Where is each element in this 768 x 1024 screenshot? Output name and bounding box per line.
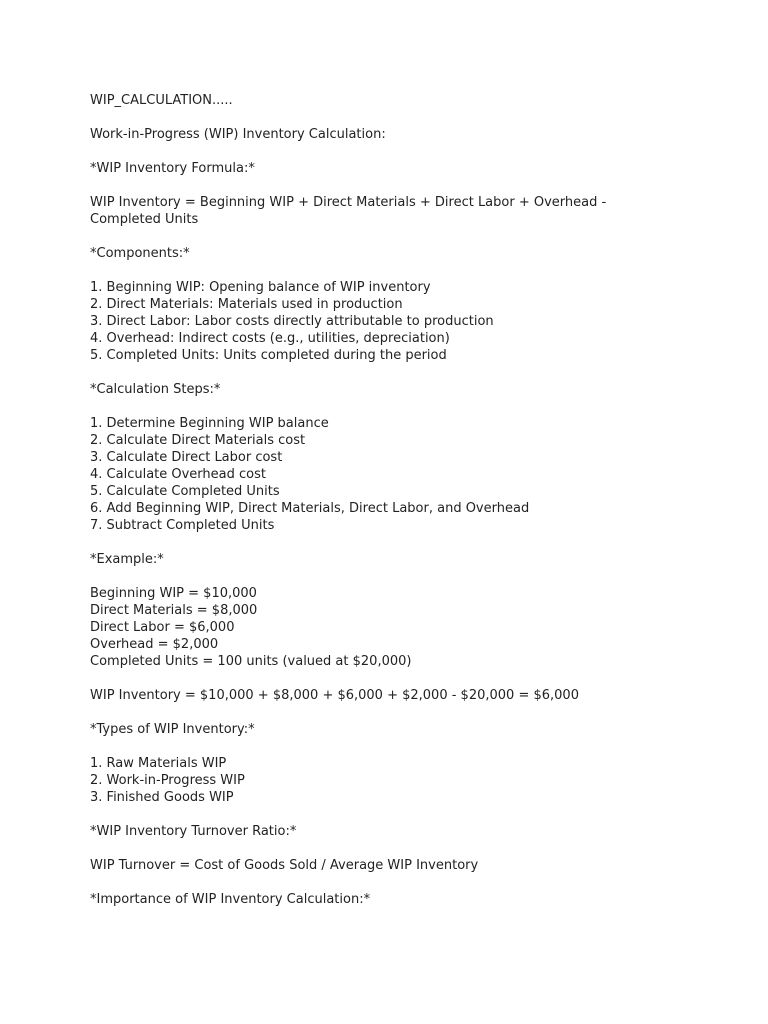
spacer [90,806,690,823]
step-item: 4. Calculate Overhead cost [90,467,266,482]
type-item: 2. Work-in-Progress WIP [90,773,245,788]
spacer [90,364,690,381]
step-item: 1. Determine Beginning WIP balance [90,416,329,431]
document-title: WIP_CALCULATION..... [90,93,233,108]
example-item: Direct Labor = $6,000 [90,620,235,635]
spacer [90,670,690,687]
example-result: WIP Inventory = $10,000 + $8,000 + $6,000 + $2,000 - $20,000 = $6,000 [90,688,579,703]
importance-heading: *Importance of WIP Inventory Calculation:* [90,892,371,907]
turnover-heading: *WIP Inventory Turnover Ratio:* [90,824,297,839]
step-item: 6. Add Beginning WIP, Direct Materials, Direct Labor, and Overhead [90,501,530,516]
spacer [90,704,690,721]
example-item: Beginning WIP = $10,000 [90,586,257,601]
step-item: 2. Calculate Direct Materials cost [90,433,306,448]
spacer [90,874,690,891]
document-page [90,92,690,908]
spacer [90,228,690,245]
example-heading: *Example:* [90,552,164,567]
step-item: 3. Calculate Direct Labor cost [90,450,283,465]
spacer [90,534,690,551]
spacer [90,109,690,126]
spacer [90,738,690,755]
component-item: 4. Overhead: Indirect costs (e.g., utilities, depreciation) [90,331,450,346]
component-item: 2. Direct Materials: Materials used in production [90,297,403,312]
spacer [90,177,690,194]
component-item: 3. Direct Labor: Labor costs directly attributable to production [90,314,494,329]
spacer [90,398,690,415]
type-item: 1. Raw Materials WIP [90,756,227,771]
spacer [90,262,690,279]
spacer [90,568,690,585]
step-item: 7. Subtract Completed Units [90,518,275,533]
spacer [90,143,690,160]
formula-text: WIP Inventory = Beginning WIP + Direct Materials + Direct Labor + Overhead - Completed Units [90,195,607,227]
document-subtitle: Work-in-Progress (WIP) Inventory Calculation: [90,127,386,142]
types-heading: *Types of WIP Inventory:* [90,722,255,737]
example-item: Overhead = $2,000 [90,637,219,652]
turnover-formula: WIP Turnover = Cost of Goods Sold / Average WIP Inventory [90,858,479,873]
spacer [90,840,690,857]
component-item: 5. Completed Units: Units completed during the period [90,348,447,363]
components-heading: *Components:* [90,246,190,261]
step-item: 5. Calculate Completed Units [90,484,280,499]
type-item: 3. Finished Goods WIP [90,790,234,805]
example-item: Direct Materials = $8,000 [90,603,258,618]
component-item: 1. Beginning WIP: Opening balance of WIP inventory [90,280,431,295]
formula-heading: *WIP Inventory Formula:* [90,161,255,176]
steps-heading: *Calculation Steps:* [90,382,221,397]
example-item: Completed Units = 100 units (valued at $20,000) [90,654,412,669]
